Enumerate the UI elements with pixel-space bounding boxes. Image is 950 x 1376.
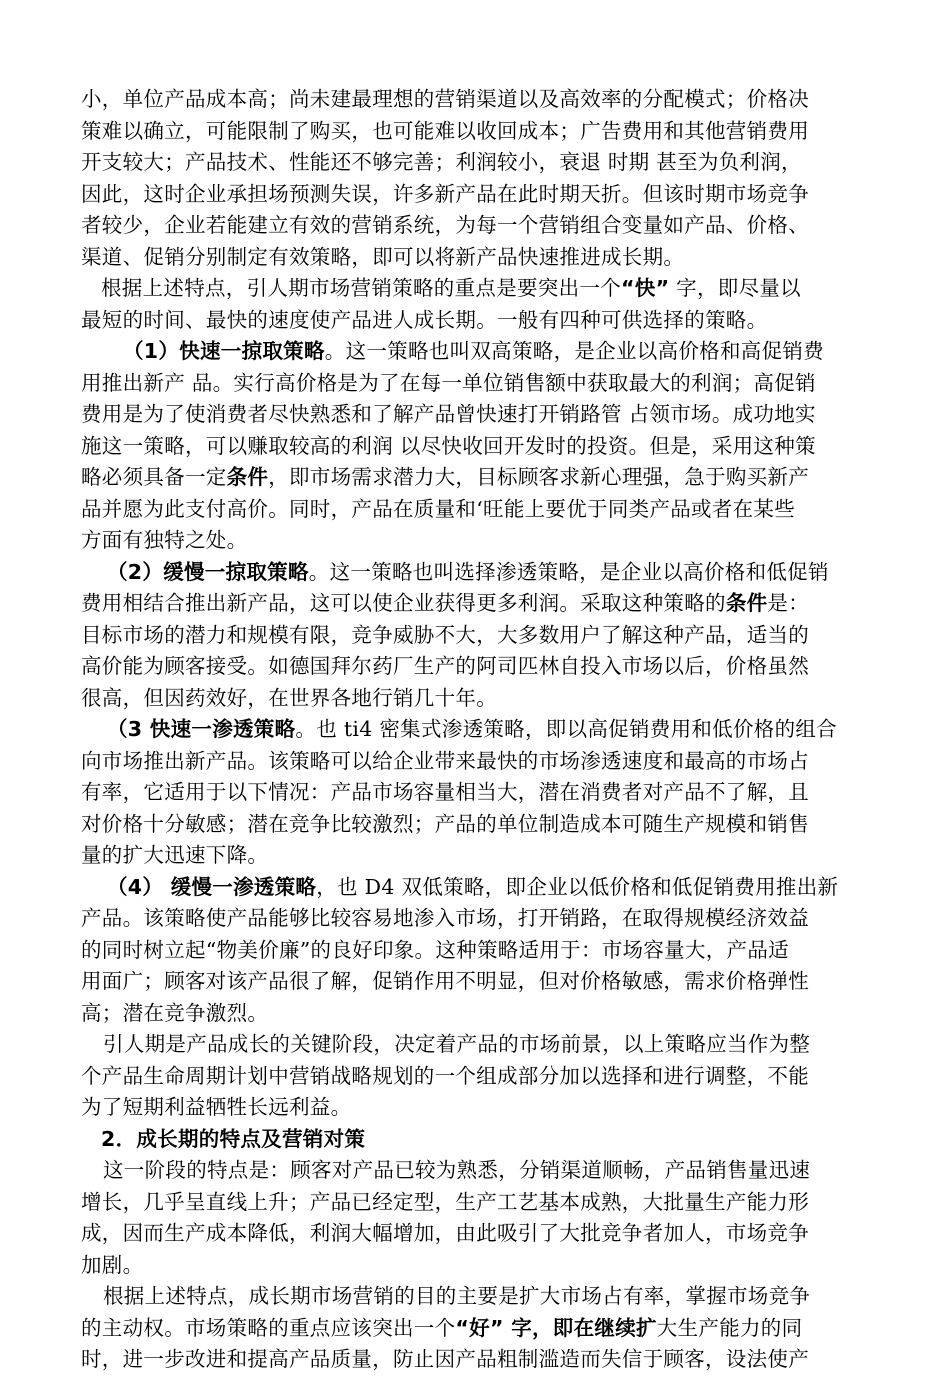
section-heading: 2．成长期的特点及营销对策 bbox=[101, 1126, 366, 1151]
emphasis-quote: “好” 字，即在继续扩 bbox=[455, 1315, 657, 1340]
text-line: 用推出新产 品。实行高价格是为了在每一单位销售额中获取最大的利润；高促销 bbox=[81, 370, 816, 395]
text-run: 是： bbox=[767, 591, 810, 615]
strategy-heading: （3 快速一渗透策略 bbox=[107, 717, 296, 741]
text-line: 向市场推出新产品。该策略可以给企业带来最快的市场渗透速度和最高的市场占 bbox=[81, 748, 809, 773]
text-line: 方面有独特之处。 bbox=[81, 528, 248, 552]
text-line bbox=[81, 588, 871, 620]
text-run: 根据上述特点，引人期市场营销策略的重点是要突出一个 bbox=[101, 276, 621, 300]
text-line bbox=[81, 872, 871, 904]
text-line: 量的扩大迅速下降。 bbox=[81, 843, 269, 867]
text-line: 施这一策略，可以赚取较高的利润 以尽快收回开发时的投资。但是，采用这种策 bbox=[81, 433, 816, 458]
text-run: ，即市场需求潜力大，目标顾客求新心理强，急于购买新产 bbox=[268, 465, 810, 489]
text-run: 根据上述特点，成长期市场营销的目的主要是扩大市场占有率，掌握市场竞争 bbox=[103, 1284, 811, 1308]
text-line: 为了短期利益牺牲长远利益。 bbox=[81, 1095, 352, 1119]
text-line: 渠道、促销分别制定有效策略，即可以将新产品快速推进成长期。 bbox=[81, 244, 685, 269]
text-line: 小，单位产品成本高；尚未建最理想的营销渠道以及高效率的分配模式；价格决 bbox=[81, 87, 809, 111]
text-line: 策难以确立，可能限制了购买，也可能难以收回成本；广告费用和其他营销费用 bbox=[81, 118, 809, 143]
text-line: 的同时树立起“物美价廉”的良好印象。这种策略适用于：市场容量大，产品适 bbox=[81, 937, 789, 962]
text-line: 目标市场的潜力和规模有限，竞争威胁不大，大多数用户了解这种产品，适当的 bbox=[81, 622, 809, 647]
emphasis-term: 条件 bbox=[725, 591, 768, 615]
emphasis-quote: “快” bbox=[621, 276, 670, 300]
text-line bbox=[81, 557, 871, 589]
strategy-heading: （2）缓慢一掠取策略 bbox=[107, 559, 309, 584]
text-run: 费用相结合推出新产品，这可以使企业获得更多利润。采取这种策略的 bbox=[81, 591, 726, 615]
text-line bbox=[81, 714, 871, 746]
text-run: 。这一策略也叫双高策略，是企业以高价格和高促销费 bbox=[324, 339, 824, 363]
text-line: 因此，这时企业承担场预测失误，许多新产品在此时期天折。但该时期市场竞争 bbox=[81, 181, 809, 206]
text-line: 开支较大；产品技术、性能还不够完善；利润较小，衰退 时期 甚至为负利润， bbox=[81, 150, 802, 174]
text-line: 这一阶段的特点是：顾客对产品已较为熟悉，分销渠道顺畅，产品销售量迅速 bbox=[103, 1158, 811, 1182]
text-line: 高价能为顾客接受。如德国拜尔药厂生产的阿司匹林自投入市场以后，价格虽然 bbox=[81, 654, 809, 678]
text-line: 时，进一步改进和提高产品质量，防止因产品粗制滥造而失信于顾客，设法使产 bbox=[81, 1347, 809, 1371]
strategy-heading: （4） 缓慢一渗透策略 bbox=[107, 874, 317, 899]
text-run: 的主动权。市场策略的重点应该突出一个 bbox=[81, 1315, 456, 1340]
text-run: 。这一策略也叫选择渗透策略，是企业以高价格和低促销 bbox=[308, 559, 829, 584]
text-run: ，也 D4 双低策略，即企业以低价格和低促销费用推出新 bbox=[316, 874, 839, 899]
text-line: 用面广；顾客对该产品很了解，促销作用不明显，但对价格敏感，需求价格弹性 bbox=[81, 969, 809, 993]
text-line: 品并愿为此支付高价。同时，产品在质量和‘旺能上要优于同类产品或者在某些 bbox=[81, 496, 796, 521]
text-line bbox=[81, 1313, 871, 1345]
text-line: 对价格十分敏感；潜在竞争比较激烈；产品的单位制造成本可随生产规模和销售 bbox=[81, 811, 809, 836]
text-line: 成，因而生产成本降低，利润大幅增加，由此吸引了大批竞争者加人，市场竞争 bbox=[81, 1221, 809, 1245]
text-line bbox=[81, 1281, 871, 1313]
text-run: 大生产能力的同 bbox=[656, 1315, 803, 1340]
text-line bbox=[81, 273, 871, 305]
strategy-heading: （1）快速一掠取策略 bbox=[123, 339, 325, 363]
text-line: 有率，它适用于以下情况：产品市场容量相当大，潜在消费者对产品不了解，且 bbox=[81, 780, 809, 804]
text-run: 字，即尽量以 bbox=[669, 276, 801, 300]
text-line bbox=[81, 336, 871, 368]
text-line: 高；潜在竞争激烈。 bbox=[81, 1000, 269, 1025]
text-line bbox=[81, 462, 871, 494]
document-page bbox=[81, 84, 871, 1376]
text-line: 引人期是产品成长的关键阶段，决定着产品的市场前景，以上策略应当作为整 bbox=[103, 1032, 811, 1056]
text-run: 略必须具备一定 bbox=[81, 465, 227, 489]
text-run: 。也 ti4 密集式渗透策略，即以高促销费用和低价格的组合 bbox=[295, 717, 837, 741]
text-line: 增长，几乎呈直线上升；产品已经定型，生产工艺基本成熟，大批量生产能力形 bbox=[81, 1189, 809, 1214]
text-line: 者较少，企业若能建立有效的营销系统，为每一个营销组合变量如产品、价格、 bbox=[81, 213, 809, 237]
emphasis-term: 条件 bbox=[226, 465, 269, 489]
text-line: 个产品生命周期计划中营销战略规划的一个组成部分加以选择和进行调整，不能 bbox=[81, 1063, 809, 1088]
text-line: 很高，但因药效好，在世界各地行销几十年。 bbox=[81, 685, 497, 710]
text-line: 费用是为了使消费者尽快熟悉和了解产品曾快速打开销路管 占领市场。成功地实 bbox=[81, 402, 816, 426]
text-line bbox=[81, 1124, 871, 1156]
text-line: 产品。该策略使产品能够比较容易地渗入市场，打开销路，在取得规模经济效益 bbox=[81, 906, 809, 930]
text-line: 加剧。 bbox=[81, 1252, 144, 1277]
text-line: 最短的时间、最快的速度使产品进人成长期。一般有四种可供选择的策略。 bbox=[81, 307, 768, 332]
